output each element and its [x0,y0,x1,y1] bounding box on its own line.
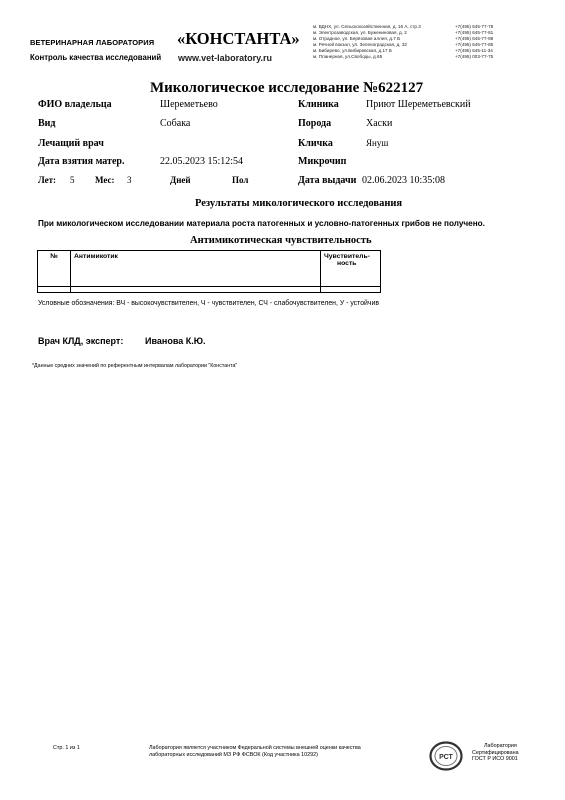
lab-title: ВЕТЕРИНАРНАЯ ЛАБОРАТОРИЯ [30,38,155,47]
sample-date-value: 22.05.2023 15:12:54 [160,156,244,167]
table-header-row [38,251,381,287]
lab-subtitle: Контроль качества исследований [30,53,162,62]
address-list [313,24,421,60]
sex-label: Пол [232,175,249,185]
species-label: Вид [38,118,56,129]
sensitivity-title: Антимикотическая чувствительность [190,235,372,246]
phone-line: +7(495) 645-77-98 [455,36,494,42]
species-value: Собака [160,118,191,129]
results-text: При микологическом исследовании материала роста патогенных и условно-патогенных грибов не получено. [38,219,485,228]
address-line: м. ВДНХ, ул. Сельскохозяйственная, д. 16 А, стр.3 [313,24,421,29]
nickname-value: Януш [366,138,389,148]
table-row [38,287,381,293]
certification-line: Лаборатория [484,743,517,749]
clinic-label: Клиника [298,99,339,110]
certification-line: ГОСТ Р ИСО 9001 [472,756,518,763]
years-label: Лет: [38,175,57,185]
column-header-sensitivity: Чувствитель- ность [321,251,381,287]
certification-line: Сертифицирована [472,749,519,756]
nickname-label: Кличка [298,138,333,149]
issue-date-label: Дата выдачи [298,175,357,186]
phone-line: +7(495) 003-77-75 [455,54,494,60]
lab-website-link[interactable]: www.vet-laboratory.ru [178,53,273,63]
reference-footnote: *Данные средних значений по референтным интервалам лаборатории "Константа" [32,363,238,369]
address-line: м. Отрадное, ул. Берёзовая аллея, д.7 Б [313,36,401,42]
phone-list [455,24,493,60]
phone-line: +7(495) 645-77-85 [455,42,494,48]
table-cell [71,287,321,293]
lab-name: «КОНСТАНТА» [177,29,300,48]
address-line: м. Речной вокзал, ул. Зеленоградская, д. 32 [313,42,407,48]
breed-value: Хаски [366,118,393,129]
footer-note [149,745,361,760]
certification-logo-letters: РСТ [439,754,453,761]
microchip-label: Микрочип [298,156,347,167]
table-cell [321,287,381,293]
phone-line: +7(495) 645-11-34 [455,48,493,54]
phone-line: +7(495) 645-77-78 [455,24,494,29]
address-line: м. Бибирево, ул.Бибиревская, д.17 Б [313,48,392,54]
page-number: Стр. 1 из 1 [53,745,80,751]
column-header-antimycotic: Антимикотик [71,251,321,287]
signature-label: Врач КЛД, эксперт: [38,336,124,346]
sensitivity-table [37,250,381,293]
months-value: 3 [127,175,132,185]
years-value: 5 [70,175,75,185]
clinic-value: Приют Шереметьевский [366,99,471,110]
certification-text [472,743,519,763]
phone-line: +7(495) 645-77-81 [455,30,494,36]
breed-label: Порода [298,118,332,129]
sample-date-label: Дата взятия матер. [38,156,125,167]
footer-note-line: лабораторных исследований МЗ РФ ФСВОК (Код участника 10292) [149,752,318,759]
address-line: м. Электрозаводская, ул. Бужениновая, д. 2 [313,30,407,36]
certification-logo-icon [429,741,463,771]
doctor-label: Лечащий врач [38,138,104,149]
document-title: Микологическое исследование №622127 [150,80,424,96]
address-line: м. Планерная, ул.Свободы, д.65 [313,54,383,60]
results-section-title: Результаты микологического исследования [195,198,403,209]
days-label: Дней [170,175,191,185]
footer-note-line: Лаборатория является участником Федеральной системы внешней оценки качества [149,745,361,751]
issue-date-value: 02.06.2023 10:35:08 [362,175,446,186]
column-header-number: № [38,251,71,287]
owner-label: ФИО владельца [38,99,112,110]
sensitivity-legend: Условные обозначения: ВЧ - высокочувствителен, Ч - чувствителен, СЧ - слабочувствителен, У - устойчив [38,300,379,307]
table-cell [38,287,71,293]
signature-name: Иванова К.Ю. [145,336,206,346]
owner-value: Шереметьево [160,99,218,110]
months-label: Мес: [95,175,115,185]
